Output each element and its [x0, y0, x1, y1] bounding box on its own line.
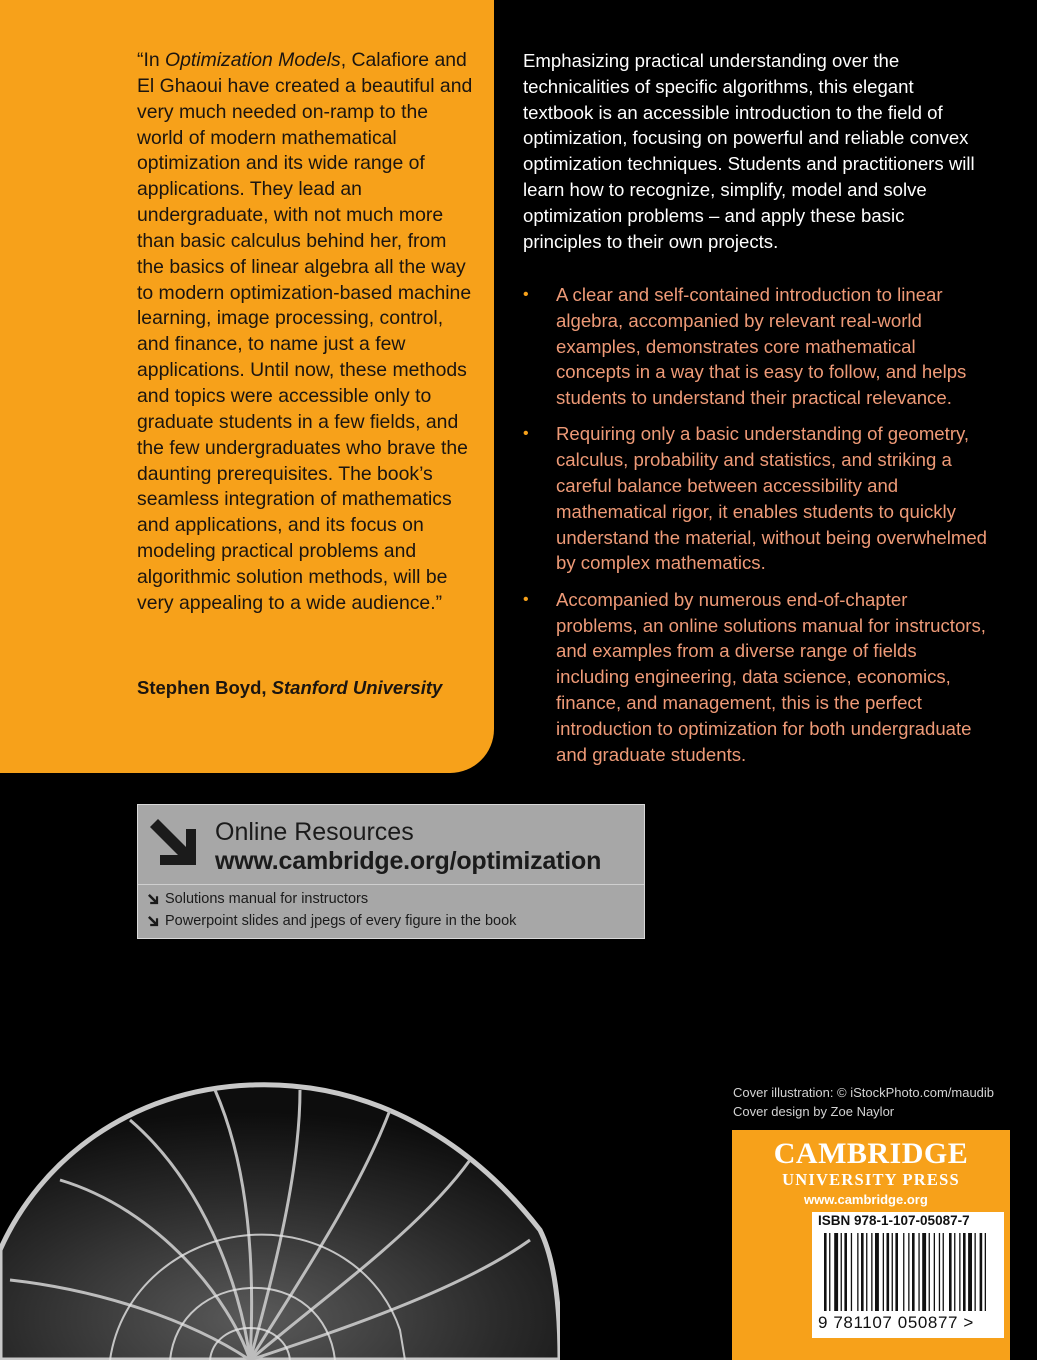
barcode-bar: [866, 1233, 867, 1311]
barcode-bar: [844, 1233, 847, 1311]
barcode-bar: [943, 1233, 944, 1311]
feature-item: • A clear and self-contained introduction to linear algebra, accompanied by relevant real-world examples, demonstrates core mathematical concepts in a way that is easy to follow, and helps students to understand their practical relevance.: [523, 284, 967, 409]
arrow-down-right-icon: [148, 894, 159, 905]
quote-book-title: Optimization Models: [165, 49, 341, 71]
barcode-bar: [922, 1233, 926, 1311]
arrow-down-right-icon: [148, 916, 159, 927]
resource-item: Solutions manual for instructors: [148, 890, 368, 908]
barcode-bar: [918, 1233, 919, 1311]
barcode-bar: [980, 1233, 983, 1311]
barcode-bars: [824, 1233, 994, 1311]
endorsement-attribution: Stephen Boyd, Stanford University: [137, 677, 443, 698]
illustration-credit: Cover illustration: © iStockPhoto.com/maudib: [733, 1085, 995, 1100]
divider: [138, 884, 644, 885]
bullet-icon: •: [523, 286, 529, 303]
quote-open: “In: [137, 49, 166, 71]
resource-item: Powerpoint slides and jpegs of every figure in the book: [148, 912, 516, 930]
cover-credits: [733, 1083, 994, 1121]
barcode: [812, 1212, 1004, 1338]
barcode-bar: [912, 1233, 915, 1311]
barcode-bar: [985, 1233, 986, 1311]
bullet-icon: •: [523, 590, 529, 608]
publisher-block: [732, 1130, 1010, 1360]
barcode-bar: [883, 1233, 884, 1311]
barcode-digits: 9 781107 050877 >: [818, 1313, 974, 1332]
design-credit: Cover design by Zoe Naylor: [733, 1104, 895, 1119]
bullet-icon: •: [523, 425, 529, 443]
online-resources-title: Online Resources: [215, 818, 414, 846]
quote-body: , Calafiore and El Ghaoui have created a beautiful and very much needed on-ramp to the world of modern mathematical optimization and its wide range of applications. They lead an undergraduate, with not much more than basic calculus behind her, from the basics of linear algebra all the way to modern optimization-based machine learning, image processing, control, and finance, to name just a few applications. Until now, these methods and topics were accessible only to graduate students in a few fields, and the few undergraduates who brave the daunting prerequisites. The book’s seamless integration of mathematics and applications, and its focus on modeling practical problems and algorithmic solution methods, will be very appealing to a wide audience.”: [137, 49, 473, 614]
endorser-name: Stephen Boyd: [137, 677, 262, 698]
barcode-bar: [939, 1233, 940, 1311]
barcode-bar: [949, 1233, 952, 1311]
barcode-bar: [834, 1233, 838, 1311]
barcode-bar: [968, 1233, 972, 1311]
publisher-logo-subname: UNIVERSITY PRESS: [782, 1170, 960, 1189]
nautilus-shell-illustration: [0, 1050, 560, 1360]
barcode-bar: [851, 1233, 852, 1311]
endorsement-panel: [0, 0, 494, 773]
barcode-bar: [875, 1233, 879, 1311]
isbn-label: ISBN 978-1-107-05087-7: [818, 1213, 970, 1228]
barcode-bar: [895, 1233, 898, 1311]
barcode-bar: [903, 1233, 904, 1311]
feature-list: [523, 282, 993, 778]
barcode-bar: [871, 1233, 872, 1311]
online-resources-url[interactable]: www.cambridge.org/optimization: [215, 847, 602, 875]
barcode-bar: [959, 1233, 960, 1311]
online-resources-box: [137, 804, 645, 939]
barcode-bar: [892, 1233, 893, 1311]
barcode-bar: [975, 1233, 976, 1311]
endorser-institution: Stanford University: [271, 677, 443, 698]
barcode-bar: [857, 1233, 858, 1311]
publisher-url[interactable]: www.cambridge.org: [804, 1192, 928, 1207]
arrow-down-right-icon: [150, 819, 200, 869]
barcode-bar: [929, 1233, 930, 1311]
barcode-bar: [963, 1233, 966, 1311]
barcode-bar: [954, 1233, 955, 1311]
book-description: Emphasizing practical understanding over the technicalities of specific algorithms, this elegant textbook is an accessible introduction to the field of optimization, focusing on powerful and reliable convex optimization techniques. Students and practitioners will learn how to recognize, simplify, model and solve optimization problems – and apply these basic principles to their own projects.: [523, 50, 975, 252]
publisher-logo-name: CAMBRIDGE: [773, 1137, 969, 1170]
barcode-bar: [861, 1233, 864, 1311]
feature-item: • Accompanied by numerous end-of-chapter problems, an online solutions manual for instructors, and examples from a diverse range of fields including engineering, data science, economics, finance, and management, this is the perfect introduction to optimization for both undergraduate and graduate students.: [523, 588, 986, 765]
barcode-bar: [934, 1233, 935, 1311]
barcode-bar: [824, 1233, 827, 1311]
feature-item: • Requiring only a basic understanding of geometry, calculus, probability and statistics, and striking a careful balance between accessibility and mathematical rigor, it enables students to quickly understand the material, without being overwhelmed by complex mathematics.: [523, 423, 988, 574]
endorsement-quote: [137, 48, 477, 617]
barcode-bar: [887, 1233, 890, 1311]
barcode-bar: [841, 1233, 842, 1311]
barcode-bar: [829, 1233, 830, 1311]
barcode-bar: [908, 1233, 909, 1311]
